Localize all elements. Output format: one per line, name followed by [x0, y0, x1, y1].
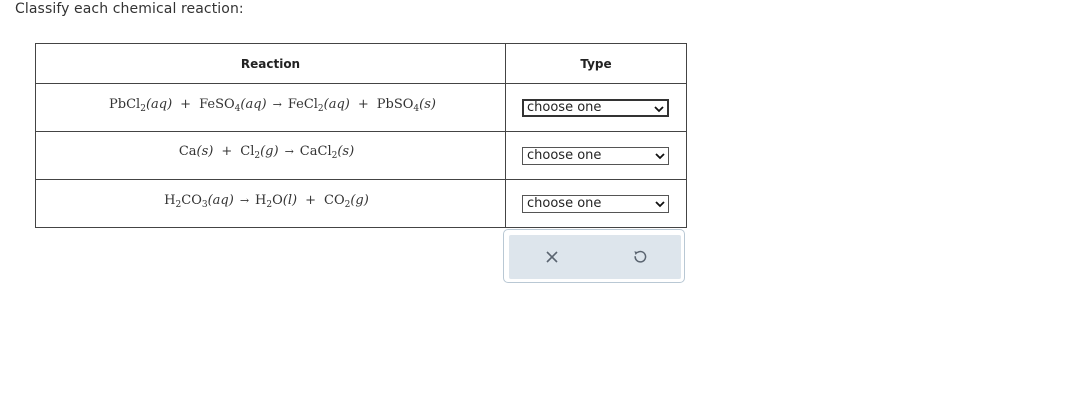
reaction-column-header: Reaction — [36, 44, 506, 84]
table-row — [36, 180, 687, 228]
undo-button[interactable] — [625, 243, 655, 271]
table-header-row — [36, 44, 687, 84]
reaction-cell — [36, 180, 506, 228]
reaction-equation-2: Ca(s) + Cl2(g) → CaCl2(s) — [178, 144, 355, 161]
clear-button[interactable] — [537, 243, 567, 271]
question-prompt: Classify each chemical reaction: — [15, 1, 244, 17]
reaction-type-select[interactable] — [522, 147, 669, 165]
reaction-type-select[interactable] — [522, 99, 669, 117]
reaction-arrow: → — [272, 98, 282, 111]
undo-icon — [632, 249, 648, 265]
answer-actions-panel — [503, 229, 685, 283]
select-value: choose one — [527, 195, 602, 211]
select-value: choose one — [527, 147, 602, 163]
reaction-equation-1: PbCl2(aq) + FeSO4(aq) → FeCl2(aq) + PbSO4(s) — [109, 97, 436, 114]
type-cell — [506, 84, 687, 132]
reaction-cell — [36, 132, 506, 180]
reaction-arrow: → — [284, 145, 294, 158]
type-column-header: Type — [506, 44, 687, 84]
reaction-type-select[interactable] — [522, 195, 669, 213]
table-row — [36, 132, 687, 180]
type-cell — [506, 132, 687, 180]
actions-bar — [509, 235, 681, 279]
reaction-cell — [36, 84, 506, 132]
table-row — [36, 84, 687, 132]
chevron-down-icon — [655, 200, 665, 208]
x-icon — [545, 250, 559, 264]
chevron-down-icon — [655, 152, 665, 160]
type-cell — [506, 180, 687, 228]
reaction-arrow: → — [239, 194, 250, 207]
chevron-down-icon — [654, 105, 664, 113]
reactions-table — [35, 43, 687, 228]
reaction-equation-3: H2CO3(aq) → H2O(l) + CO2(g) — [164, 193, 369, 210]
select-value: choose one — [527, 99, 602, 115]
